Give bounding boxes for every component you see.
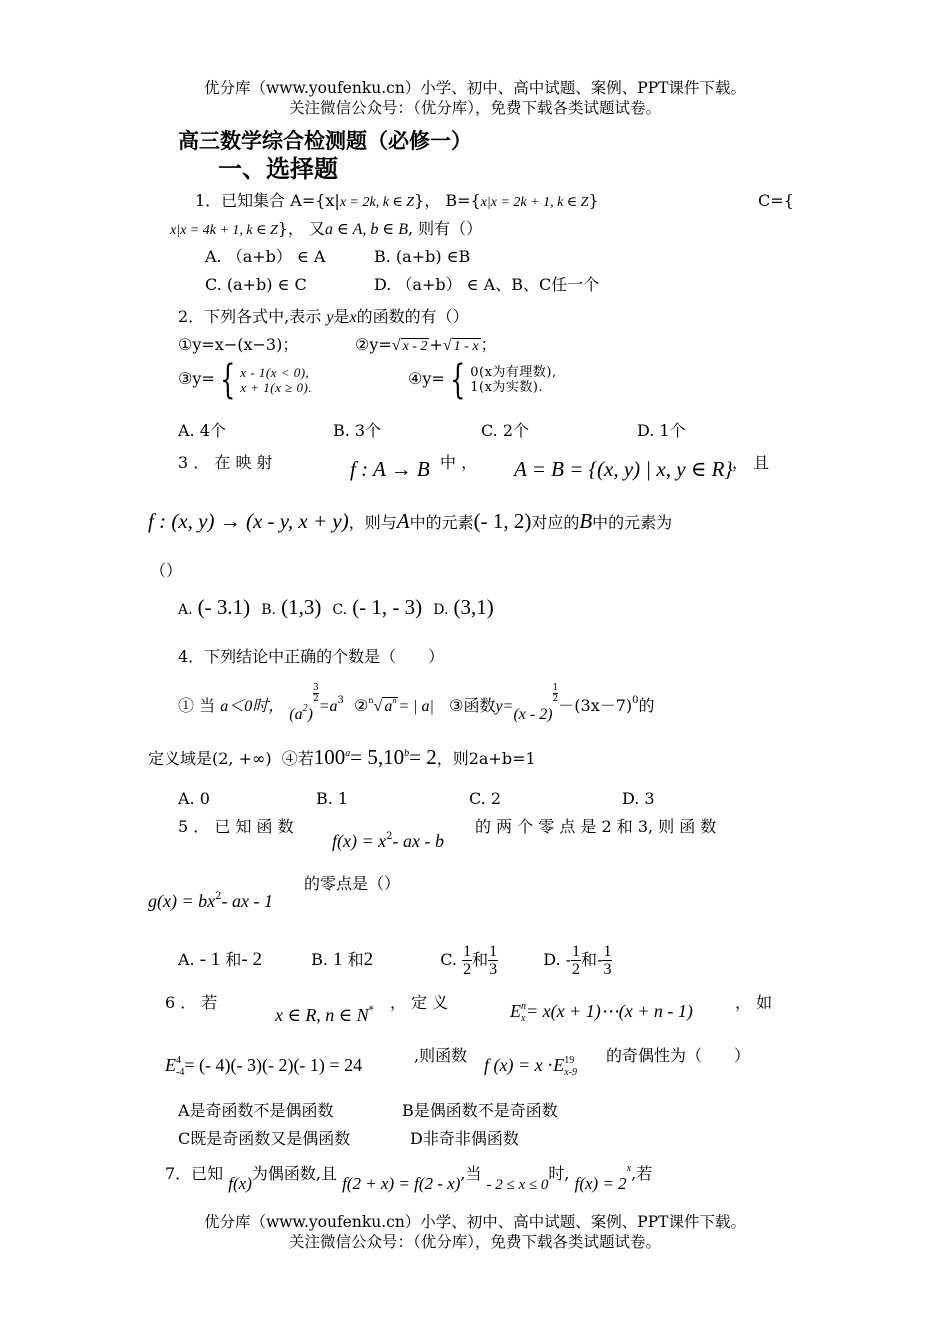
q3-lead: 3 ． 在 映 射 [178,453,273,472]
q6-definition: E n x = x(x + 1)⋯(x + n - 1) [510,1000,693,1024]
q6-lead: 6 ． 若 [165,993,218,1012]
q4-stem: 4．下列结论中正确的个数是（ ） [178,647,445,666]
q2-option-b: B. 3个 [333,421,382,440]
q6-eg: ， 如 [735,993,773,1012]
q3-mid: 中 ， [440,453,478,472]
header-line-1: 优分库（www.youfenku.cn）小学、初中、高中试题、案例、PPT课件下载。 [203,79,747,97]
q3-line-2: f : (x, y) → (x - y, x + y)，则与A中的元素(- 1, 2)对应的B中的元素为 [148,509,673,533]
q6-example: E 4 -4 = (- 4)(- 3)(- 2)(- 1) = 24 [165,1054,363,1078]
q2-expr-3: ③y= { x - 1(x < 0), x + 1(x ≥ 0). [178,356,313,403]
header-line-2: 关注微信公众号：（优分库），免费下载各类试题试卷。 [288,99,661,117]
q6-parity: 的奇偶性为（ ） [606,1046,751,1065]
q1-option-d: D. （a+b） ∈ A、B、C任一个 [374,275,600,294]
q5-tail: 的零点是（） [304,874,401,893]
q3-options: A. (- 3.1) B. (1,3) C. (- 1, - 3) D. (3,1) [178,595,494,619]
q7-line: 7．已知 f(x)为偶函数,且 f(2 + x) = f(2 - x),当 - 2 ≤ x ≤ 0时, $f(x) = 2^x$,若 [165,1163,653,1193]
q1-line-2: x|x = 4k + 1, k ∈ Z}， 又a ∈ A, b ∈ B, 则有（） [170,219,483,238]
q2-option-c: C. 2个 [481,421,530,440]
q6-define: ， 定 义 [390,993,449,1012]
q3-set: A = B = {(x, y) | x, y ∈ R} [514,457,733,481]
q1-option-a: A. （a+b） ∈ A [205,247,326,266]
q4-option-c: C. 2 [469,789,502,808]
q6-option-d: D非奇非偶函数 [410,1129,519,1148]
q3-paren: （） [150,561,183,580]
q5-g: $g(x) = bx^2-$ ax - 1 [148,891,273,911]
q6-option-b: B是偶函数不是奇函数 [402,1101,558,1120]
footer-line-2: 关注微信公众号：（优分库），免费下载各类试题试卷。 [288,1233,661,1251]
q3-mapping: f : A → B [350,457,430,481]
section-heading: 一、选择题 [218,154,338,183]
q3-and: ， 且 [732,453,770,472]
q6-then: ,则函数 [414,1046,468,1065]
q2-expr-1: ①y=x−(x−3)； [178,335,299,354]
q5-lead: 5 ． 已 知 函 数 [178,817,294,836]
q6-function: f (x) = x ⋅E 19 x-9 [484,1054,578,1078]
q2-expr-2: ②y=√ x - 2 +√ 1 - x ； [355,335,497,354]
q2-option-d: D. 1个 [637,421,686,440]
q4-statements: ① 当 a＜0时， $(a^2)$ $\frac{3}{2}$ $=a^3$ ②$^n$√ $a^n$ = | a| ③函数y=(x - 2) $\frac{1}{2}$ $-(3x-7)^0$的 [178,683,655,723]
q2-stem: 2．下列各式中,表示 y是x的函数的有（） [178,307,469,326]
q4-option-b: B. 1 [316,789,349,808]
q5-mid: 的 两 个 零 点 是 2 和 3, 则 函 数 [475,817,717,836]
q1-line-1: 1．已知集合 A={x|x = 2k, k ∈ Z}， B={x|x = 2k + 1, k ∈ Z} [195,191,599,210]
q5-f: $f(x) = x^2-$ ax - b [332,831,444,851]
q2-expr-4: ④y= { 0(x为有理数), 1(x为实数). [408,356,557,403]
footer-line-1: 优分库（www.youfenku.cn）小学、初中、高中试题、案例、PPT课件下载。 [203,1213,747,1231]
q6-option-c: C既是奇函数又是偶函数 [178,1129,351,1148]
q1-setC-lead: C={ [758,191,794,210]
q4-option-d: D. 3 [622,789,655,808]
document-title: 高三数学综合检测题（必修一） [178,128,472,153]
q2-option-a: A. 4个 [178,421,226,440]
q4-option-a: A. 0 [178,789,210,808]
q1-option-b: B. (a+b) ∈B [374,247,471,266]
q5-options: A. - 1 和- 2 B. 1 和2 C. $\frac{1}{2}$ 和 $\frac{1}{3}$ D. - $\frac{1}{2}$ 和- $\frac{1}{3}$ [178,943,612,978]
q6-option-a: A是奇函数不是偶函数 [178,1101,334,1120]
q1-option-c: C. (a+b) ∈ C [205,275,307,294]
q4-statements-cont: 定义域是(2, +∞) ④若$100^a= 5,10^b= 2$，则2a+b=1 [148,745,536,769]
q6-cond: x ∈ R, n ∈ N* [275,1005,374,1025]
